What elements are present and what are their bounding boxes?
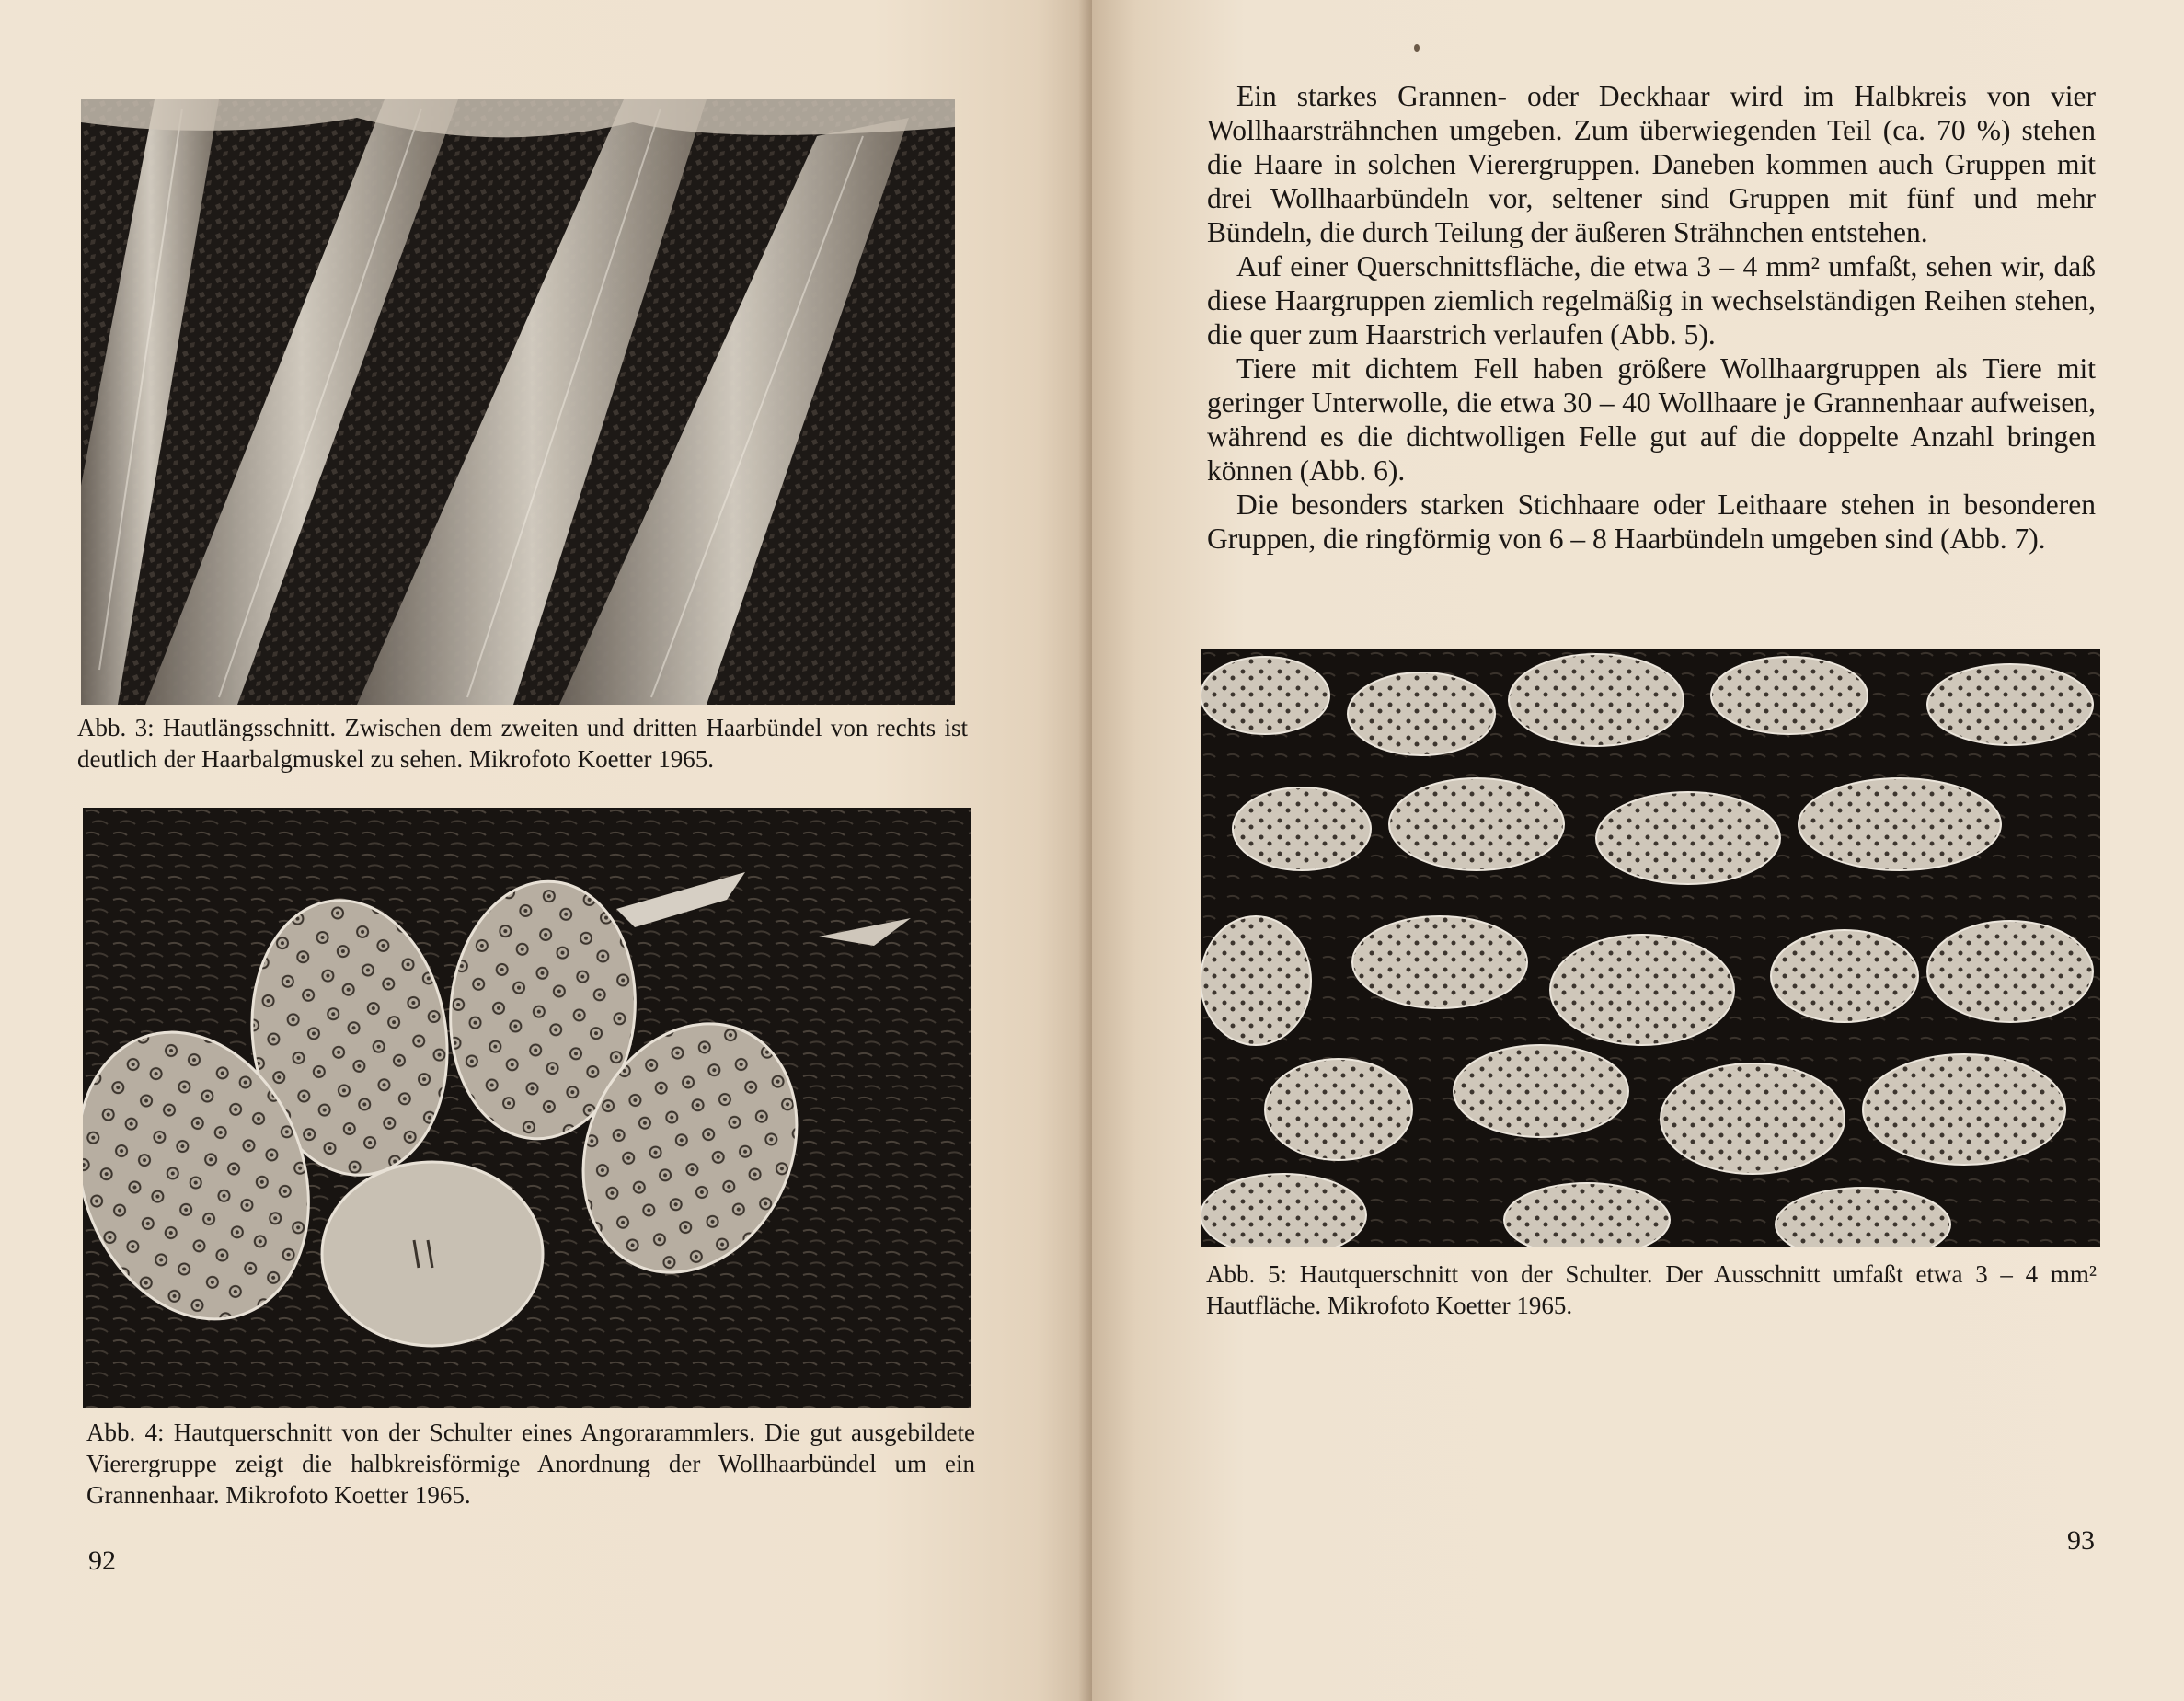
skin-cross-section-quadruple-group-image [83,808,971,1408]
figure-5-photo [1201,649,2100,1247]
page-number-left: 92 [88,1546,116,1576]
paragraph-3: Tiere mit dichtem Fell haben größere Wollhaargruppen als Tiere mit geringer Unterwolle, die etwa 30 – 40 Wollhaare je Grannenhaar aufweisen, während es die dichtwolligen Felle gut auf die doppelte Anzahl bringen können (Abb. 6). [1207,352,2096,487]
paragraph-4: Die besonders starken Stichhaare oder Leithaare stehen in besonderen Gruppen, die ringförmig von 6 – 8 Haarbündeln umgeben sind (Abb. 7). [1207,488,2096,555]
figure-4-caption: Abb. 4: Hautquerschnitt von der Schulter eines Angorarammlers. Die gut ausgebildete Vierergruppe zeigt die halbkreisförmige Anordnung der Wollhaarbündel um ein Grannenhaar. Mikrofoto Koetter 1965. [86,1419,975,1509]
skin-cross-section-rows-image [1201,649,2100,1247]
figure-3-caption: Abb. 3: Hautlängsschnitt. Zwischen dem zweiten und dritten Haarbündel von rechts ist deutlich der Haarbalgmuskel zu sehen. Mikrofoto Koetter 1965. [77,714,968,773]
ink-speck [1414,44,1420,52]
figure-4-photo [83,808,971,1408]
paragraph-1: Ein starkes Grannen- oder Deckhaar wird im Halbkreis von vier Wollhaarsträhnchen umgeben. Zum überwiegenden Teil (ca. 70 %) stehen die Haare in solchen Vierergruppen. Daneben kommen auch Gruppen mit drei Wollhaarbündeln vor, seltener sind Gruppen mit fünf und mehr Bündeln, die durch Teilung der äußeren Strähnchen entstehen. [1207,80,2096,248]
right-page-body-text [1207,79,2096,556]
figure-3-photo [81,99,955,705]
skin-longitudinal-section-image [81,99,955,705]
paragraph-2: Auf einer Querschnittsfläche, die etwa 3 – 4 mm² umfaßt, sehen wir, daß diese Haargruppen ziemlich regelmäßig in wechselständigen Reihen stehen, die quer zum Haarstrich verlaufen (Abb. 5). [1207,250,2096,351]
figure-5-caption: Abb. 5: Hautquerschnitt von der Schulter. Der Ausschnitt umfaßt etwa 3 – 4 mm² Hautfläche. Mikrofoto Koetter 1965. [1206,1260,2097,1319]
page-number-right: 93 [2067,1525,2095,1556]
